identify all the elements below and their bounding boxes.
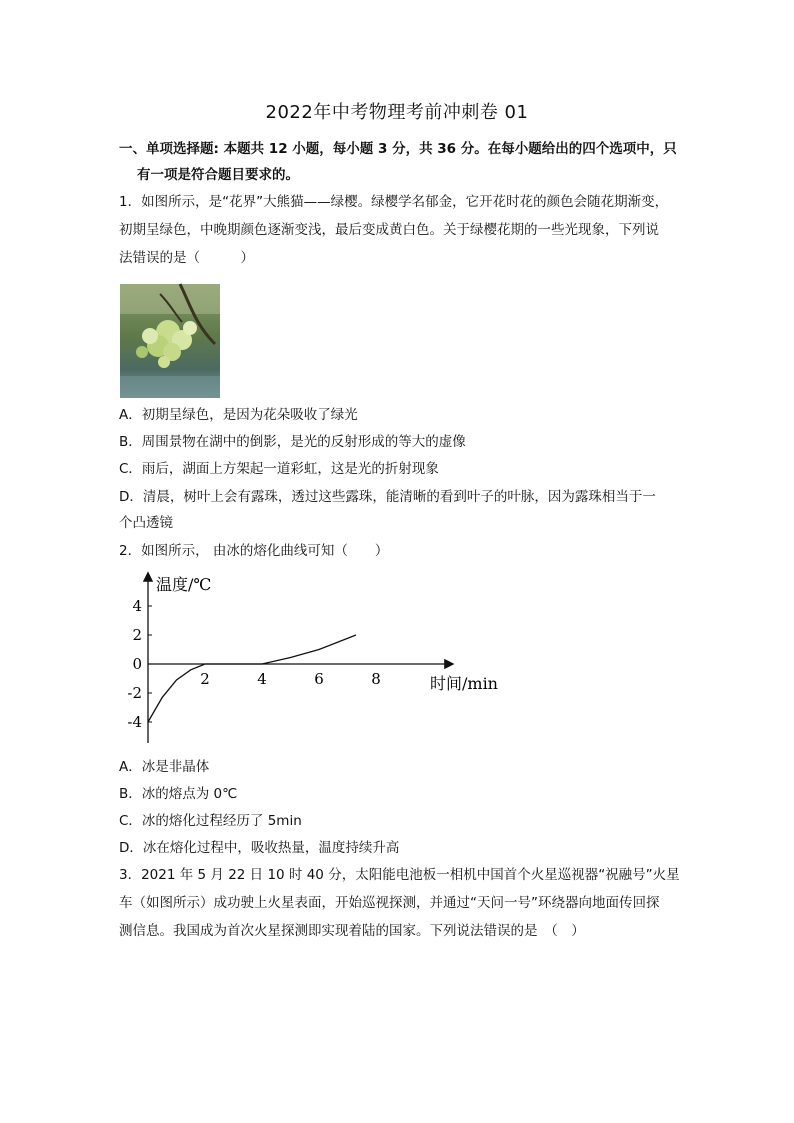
section-instructions: 一、单项选择题: 本题共 12 小题，每小题 3 分，共 36 分。在每小题给出的四个选项中，只 xyxy=(119,141,677,157)
melting-curve-line xyxy=(148,635,356,722)
green-cherry-blossom-photo xyxy=(120,284,220,398)
x-tick-label: 6 xyxy=(314,670,324,688)
q3-stem-line2: 车（如图所示）成功驶上火星表面，开始巡视探测，并通过“天问一号”环绕器向地面传回探 xyxy=(119,895,660,911)
section-instructions-cont: 有一项是符合题目要求的。 xyxy=(137,167,299,183)
q2-stem: 2．如图所示， 由冰的熔化曲线可知（ ） xyxy=(119,543,389,559)
q2-option-c: C．冰的熔化过程经历了 5min xyxy=(119,813,302,829)
q2-option-d: D．冰在熔化过程中，吸收热量，温度持续升高 xyxy=(119,840,400,856)
ice-melting-curve-chart xyxy=(127,568,520,748)
q1-option-b: B．周围景物在湖中的倒影，是光的反射形成的等大的虚像 xyxy=(119,434,466,450)
y-tick-label: -2 xyxy=(127,684,142,702)
page-title: 2022年中考物理考前冲刺卷 01 xyxy=(265,102,529,123)
q3-stem-line3: 测信息。我国成为首次火星探测即实现着陆的国家。下列说法错误的是 （ ） xyxy=(119,923,585,939)
q2-option-b: B．冰的熔点为 0℃ xyxy=(119,786,238,802)
y-tick-label: 0 xyxy=(132,655,142,673)
q1-stem-line3: 法错误的是（ ） xyxy=(119,250,254,266)
q1-option-d-cont: 个凸透镜 xyxy=(119,515,173,531)
q2-option-a: A．冰是非晶体 xyxy=(119,759,210,775)
y-axis-label: 温度/℃ xyxy=(156,575,212,594)
q1-stem-line1: 1．如图所示，是“花界”大熊猫——绿樱。绿樱学名郁金，它开花时花的颜色会随花期渐变， xyxy=(119,194,669,210)
q1-option-a: A．初期呈绿色，是因为花朵吸收了绿光 xyxy=(119,407,358,423)
x-tick-label: 4 xyxy=(257,670,267,688)
q1-stem-line2: 初期呈绿色，中晚期颜色逐渐变浅，最后变成黄白色。关于绿樱花期的一些光现象，下列说 xyxy=(119,222,659,238)
x-tick-label: 8 xyxy=(371,670,381,688)
q1-option-d: D．清晨，树叶上会有露珠，透过这些露珠，能清晰的看到叶子的叶脉，因为露珠相当于一 xyxy=(119,489,656,505)
q3-stem-line1: 3．2021 年 5 月 22 日 10 时 40 分，太阳能电池板一相机中国首个火星巡视器“祝融号”火星 xyxy=(119,867,680,883)
x-tick-label: 2 xyxy=(200,670,210,688)
y-tick-label: 2 xyxy=(132,626,142,644)
y-tick-label: 4 xyxy=(132,597,142,615)
q1-option-c: C．雨后，湖面上方架起一道彩虹，这是光的折射现象 xyxy=(119,461,439,477)
x-axis-label: 时间/min xyxy=(430,674,498,693)
y-tick-label: -4 xyxy=(127,713,142,731)
